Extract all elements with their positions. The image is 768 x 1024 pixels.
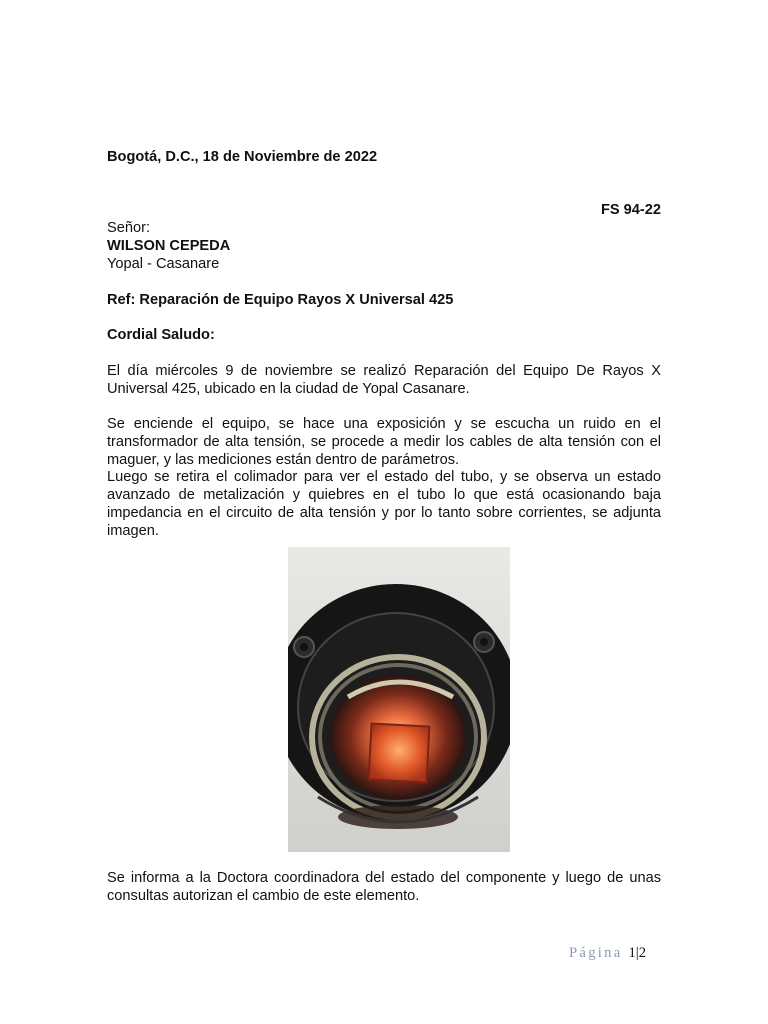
recipient-salutation: Señor:: [107, 220, 150, 236]
date-line: Bogotá, D.C., 18 de Noviembre de 2022: [107, 149, 378, 165]
greeting: Cordial Saludo:: [107, 327, 215, 343]
page-label: Página: [569, 945, 623, 961]
page-number-footer: [569, 944, 646, 962]
paragraph-authorization: Se informa a la Doctora coordinadora del estado del componente y luego de unas consultas autorizan el cambio de este elemento.: [107, 870, 661, 904]
paragraph-intro: El día miércoles 9 de noviembre se realizó Reparación del Equipo De Rayos X Universal 425, ubicado en la ciudad de Yopal Casanare.: [107, 363, 661, 397]
recipient-block: [107, 219, 661, 273]
recipient-name: WILSON CEPEDA: [107, 238, 231, 254]
recipient-location: Yopal - Casanare: [107, 256, 220, 272]
reference-code: FS 94-22: [600, 202, 661, 218]
paragraph-diagnosis: Luego se retira el colimador para ver el estado del tubo, y se observa un estado avanzado de metalización y quiebres en el tubo lo que está ocasionando baja impedancia en el circuito de alta tensión y por lo tanto sobre corrientes, se adjunta imagen.: [107, 469, 661, 539]
xray-tube-photo: [288, 547, 510, 852]
paragraph-inspection: Se enciende el equipo, se hace una exposición y se escucha un ruido en el transformador de alta tensión, se procede a medir los cables de alta tensión con el maguer, y las mediciones están dentro de parámetros.: [107, 416, 661, 468]
subject-line: Ref: Reparación de Equipo Rayos X Universal 425: [107, 292, 454, 308]
page-separator: |: [635, 945, 639, 961]
current-page-number: 1: [628, 945, 636, 961]
total-pages-number: 2: [638, 945, 646, 961]
